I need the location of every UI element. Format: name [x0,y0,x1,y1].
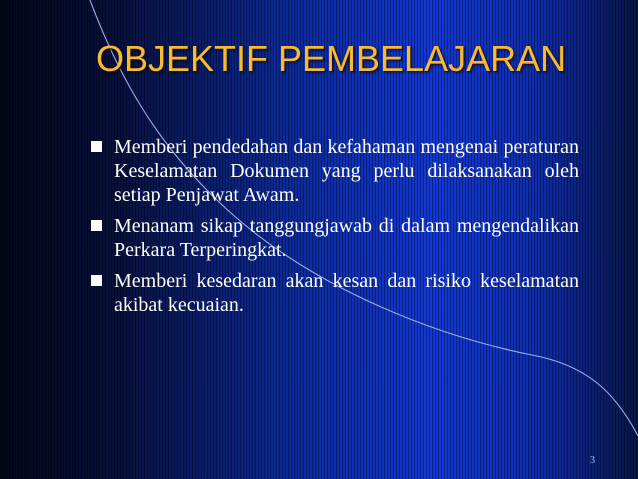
bullet-text: Memberi pendedahan dan kefahaman mengenai peraturan Keselamatan Dokumen yang perlu dilaksanakan oleh setiap Penjawat Awam. [114,136,579,206]
slide-title: OBJEKTIF PEMBELAJARAN [96,38,567,79]
page-number: 3 [590,455,595,466]
bullet-text: Memberi kesedaran akan kesan dan risiko keselamatan akibat kecuaian. [114,270,579,316]
bullet-item [86,269,579,317]
square-bullet-icon [91,141,102,152]
bullet-list [86,135,579,324]
square-bullet-icon [91,220,102,231]
bullet-text: Menanam sikap tanggungjawab di dalam mengendalikan Perkara Terperingkat. [114,215,579,261]
bullet-item [86,135,579,207]
square-bullet-icon [91,275,102,286]
bullet-item [86,214,579,262]
